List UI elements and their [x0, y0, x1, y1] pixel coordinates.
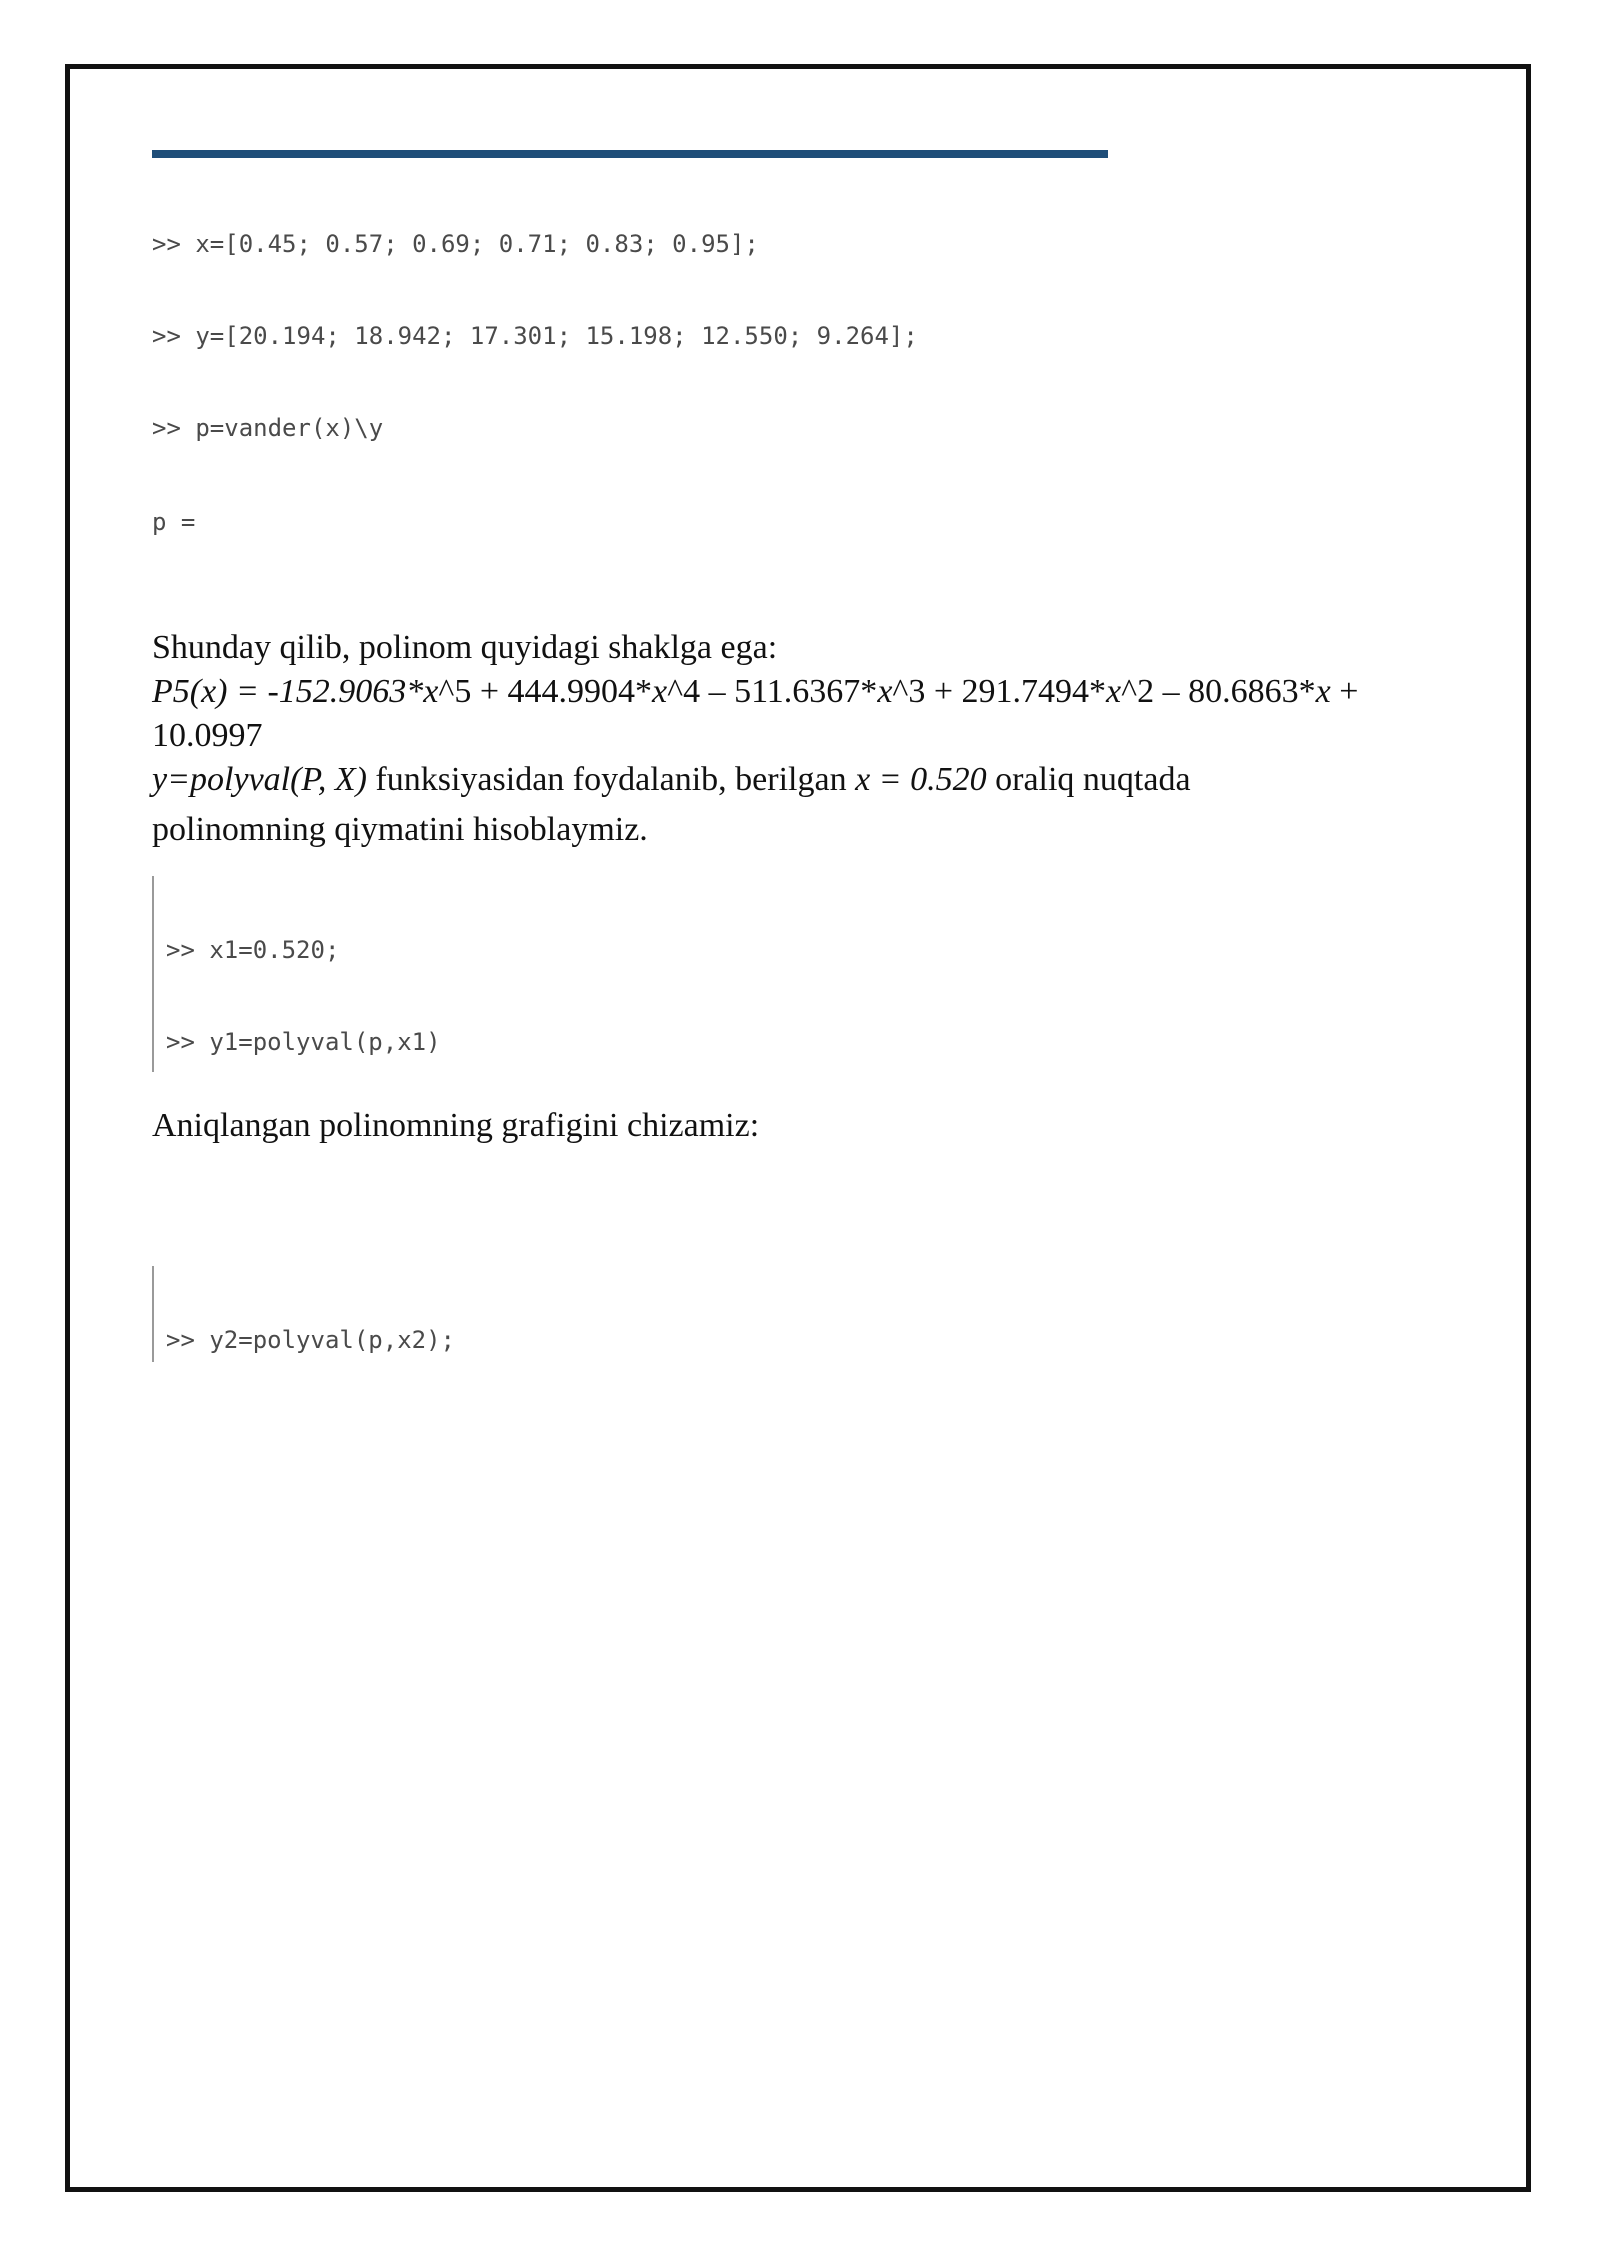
- polyval-call: y=polyval(P, X): [152, 761, 367, 798]
- paragraph-text: oraliq nuqtada: [986, 761, 1191, 798]
- console-line: p =: [152, 508, 196, 536]
- variable-x: x: [1315, 673, 1331, 710]
- paragraph-polynomial: [152, 626, 1492, 852]
- variable-x: x: [877, 673, 893, 710]
- variable-x: x: [1106, 673, 1122, 710]
- paragraph-line: polinomning qiymatini hisoblaymiz.: [152, 811, 648, 848]
- variable-x: x: [423, 673, 439, 710]
- console-top-bar: [152, 150, 1108, 158]
- console-line: >> y1=polyval(p,x1): [166, 1028, 441, 1056]
- formula-term: ^5 + 444.9904*: [438, 673, 653, 710]
- formula-lead: P5(x) = -152.9063*: [152, 673, 424, 710]
- formula-term: ^4 – 511.6367*: [667, 673, 878, 710]
- paragraph-line: Shunday qilib, polinom quyidagi shaklga ega:: [152, 629, 778, 666]
- paragraph-line: [152, 758, 1492, 802]
- paragraph-plot: Aniqlangan polinomning grafigini chizamiz:: [152, 1107, 760, 1144]
- polynomial-formula: [152, 670, 1492, 714]
- console-line: [152, 596, 918, 598]
- paragraph-text: funksiyasidan foydalanib, berilgan: [366, 761, 856, 798]
- matlab-console-block-1: [152, 170, 918, 598]
- console-line: >> y=[20.194; 18.942; 17.301; 15.198; 12.550; 9.264];: [152, 322, 918, 350]
- formula-constant: 10.0997: [152, 717, 263, 754]
- matlab-console-block-3: [152, 1266, 455, 1362]
- variable-x: x: [652, 673, 668, 710]
- formula-term: ^2 – 80.6863*: [1121, 673, 1316, 710]
- x-value: x = 0.520: [855, 761, 987, 798]
- console-line: >> y2=polyval(p,x2);: [166, 1326, 455, 1354]
- console-line: >> p=vander(x)\y: [152, 414, 384, 442]
- matlab-console-block-2: [152, 876, 527, 1072]
- console-line: >> x=[0.45; 0.57; 0.69; 0.71; 0.83; 0.95];: [152, 230, 759, 258]
- console-line: >> x1=0.520;: [166, 936, 340, 964]
- formula-term: ^3 + 291.7494*: [892, 673, 1107, 710]
- formula-term: +: [1330, 673, 1359, 710]
